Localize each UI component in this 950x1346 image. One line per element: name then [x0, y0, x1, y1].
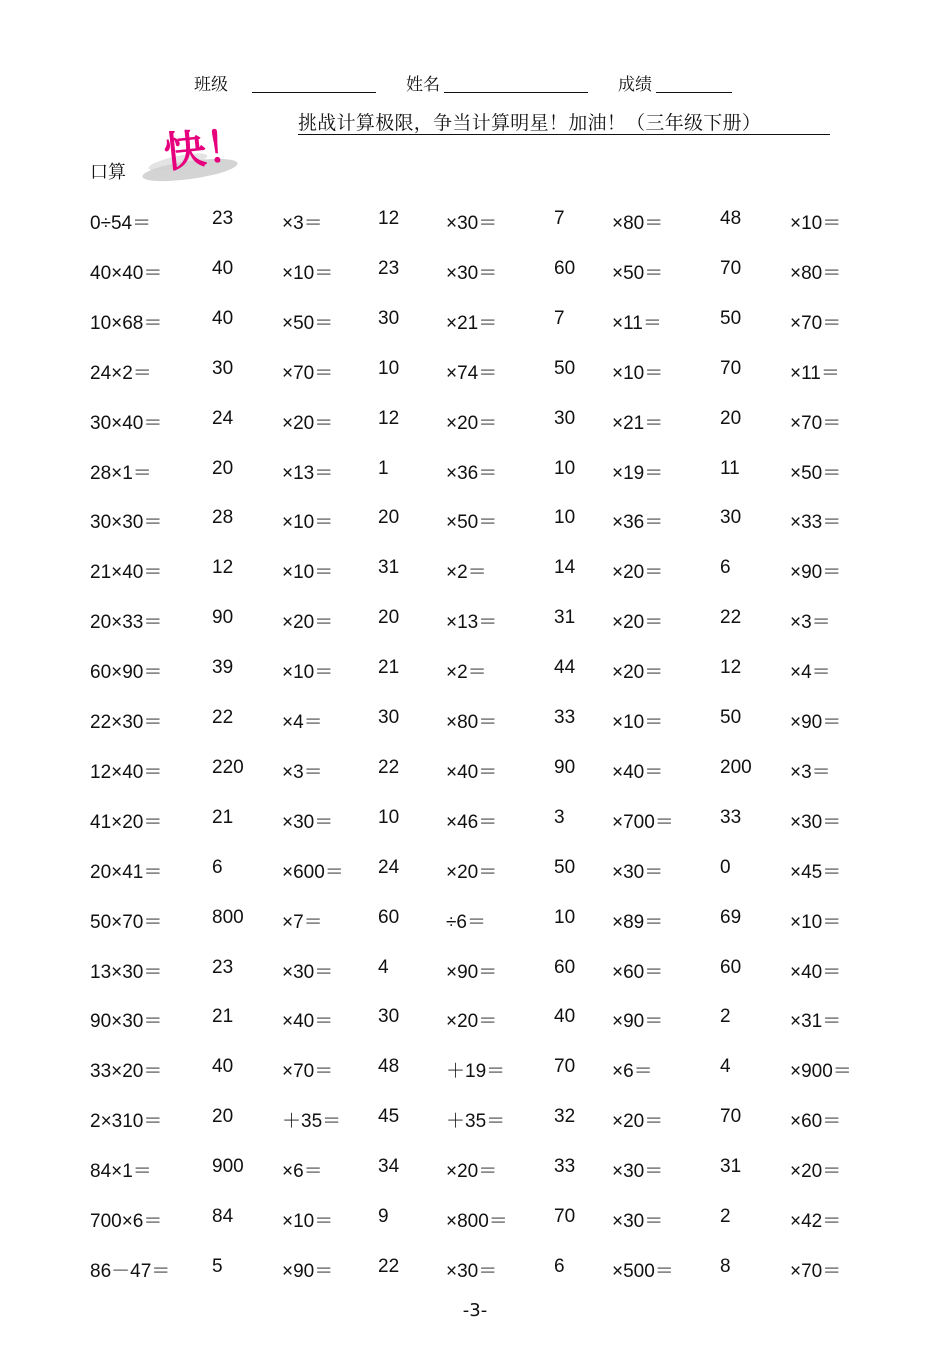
problem-number: 70 [720, 357, 742, 379]
problem-number: 14 [554, 557, 576, 579]
problem-expression: ×50＝ [790, 462, 842, 484]
problem-expression: 86－47＝ [90, 1260, 171, 1282]
problem-number: 12 [720, 657, 742, 679]
worksheet-title: 挑战计算极限，争当计算明星！加油！（三年级下册） [298, 108, 830, 135]
problem-number: 200 [720, 756, 752, 778]
problem-row [0, 1256, 950, 1288]
problem-number: 90 [212, 607, 234, 629]
problem-expression: ×10＝ [282, 1211, 334, 1232]
problem-number: 4 [720, 1056, 731, 1078]
problem-expression: ×19＝ [612, 462, 664, 484]
problem-expression: ×10＝ [282, 562, 334, 584]
problem-number: 70 [554, 1056, 576, 1078]
problem-expression: ×900＝ [790, 1061, 852, 1083]
problem-number: 4 [378, 956, 389, 978]
problem-expression: ×20＝ [446, 1011, 498, 1033]
problem-expression: ＋35＝ [282, 1111, 342, 1133]
problem-number: 11 [720, 457, 740, 479]
problem-expression: 0÷54＝ [90, 213, 152, 234]
problem-row [0, 757, 950, 789]
problem-number: 9 [378, 1206, 389, 1227]
problem-row [0, 657, 950, 689]
problem-expression: ×2＝ [446, 662, 487, 684]
problem-row [0, 458, 950, 490]
problem-expression: 40×40＝ [90, 262, 163, 284]
problem-expression: 33×20＝ [90, 1061, 163, 1083]
problem-number: 45 [378, 1106, 400, 1128]
problem-row [0, 607, 950, 639]
problem-expression: ×700＝ [612, 811, 674, 833]
problem-number: 10 [554, 457, 576, 479]
class-label: 班级 [194, 75, 228, 95]
problem-number: 0 [720, 856, 731, 878]
problem-row [0, 308, 950, 340]
problem-number: 50 [720, 707, 742, 728]
problem-expression: ×3＝ [790, 761, 831, 783]
problem-number: 30 [554, 407, 576, 429]
problem-expression: ×20＝ [446, 1161, 498, 1183]
problem-expression: ×30＝ [282, 811, 334, 833]
problem-number: 70 [720, 1106, 742, 1128]
problem-number: 20 [212, 1106, 234, 1128]
problem-number: 39 [212, 657, 234, 679]
problem-expression: ×50＝ [282, 312, 334, 334]
problem-number: 1 [378, 457, 389, 479]
page-number: -3- [462, 1300, 488, 1321]
problem-number: 23 [378, 257, 400, 279]
problem-expression: ×20＝ [446, 412, 498, 434]
problem-expression: ×89＝ [612, 911, 664, 933]
problem-row [0, 507, 950, 539]
problem-row [0, 258, 950, 290]
problem-number: 48 [720, 208, 742, 229]
problem-expression: ×10＝ [790, 911, 842, 933]
problem-expression: ×2＝ [446, 562, 487, 584]
problem-number: 31 [720, 1156, 742, 1178]
problem-expression: ×70＝ [790, 1260, 842, 1282]
problem-row [0, 358, 950, 390]
problem-expression: ×30＝ [282, 961, 334, 983]
problem-expression: ×42＝ [790, 1211, 842, 1232]
problem-number: 28 [212, 507, 234, 529]
problem-expression: ×600＝ [282, 861, 344, 883]
problem-number: 60 [720, 956, 742, 978]
problem-number: 90 [554, 756, 576, 778]
problem-expression: ×13＝ [446, 612, 498, 634]
problem-expression: ×3＝ [282, 213, 323, 234]
problem-expression: ×7＝ [282, 911, 323, 933]
problem-expression: ×70＝ [282, 362, 334, 384]
problem-expression: ×33＝ [790, 512, 842, 534]
problem-number: 6 [720, 557, 731, 579]
problem-number: 40 [212, 1056, 234, 1078]
problem-number: 60 [554, 956, 576, 978]
problem-expression: ×21＝ [446, 312, 498, 334]
problem-number: 24 [378, 856, 400, 878]
problem-expression: ×70＝ [790, 312, 842, 334]
problem-expression: ×31＝ [790, 1011, 842, 1033]
problem-expression: ×90＝ [790, 712, 842, 733]
problem-number: 70 [720, 257, 742, 279]
problem-number: 2 [720, 1006, 731, 1028]
problem-number: 50 [554, 856, 576, 878]
problem-number: 21 [212, 1006, 234, 1028]
problem-expression: ×36＝ [446, 462, 498, 484]
problem-number: 60 [554, 257, 576, 279]
problem-number: 7 [554, 307, 565, 329]
problem-expression: ×50＝ [446, 512, 498, 534]
problem-row [0, 1006, 950, 1038]
problem-number: 23 [212, 208, 234, 229]
problem-row [0, 208, 950, 240]
problem-number: 22 [720, 607, 742, 629]
problem-number: 12 [212, 557, 234, 579]
problem-expression: ×20＝ [612, 1111, 664, 1133]
problem-number: 30 [720, 507, 742, 529]
problem-expression: ＋35＝ [446, 1111, 506, 1133]
problem-expression: ×20＝ [612, 562, 664, 584]
problem-number: 800 [212, 906, 244, 928]
problem-number: 22 [378, 756, 400, 778]
problem-number: 33 [720, 806, 742, 828]
problem-row [0, 1056, 950, 1088]
score-label: 成绩 [618, 75, 652, 95]
problem-expression: ×800＝ [446, 1211, 508, 1232]
problem-expression: ×90＝ [446, 961, 498, 983]
problem-expression: 20×41＝ [90, 861, 163, 883]
problem-expression: 22×30＝ [90, 712, 163, 733]
problem-row [0, 1106, 950, 1138]
problem-expression: 30×40＝ [90, 412, 163, 434]
problem-number: 69 [720, 906, 742, 928]
problem-expression: ×40＝ [612, 761, 664, 783]
problem-expression: ×45＝ [790, 861, 842, 883]
problem-expression: 20×33＝ [90, 612, 163, 634]
problem-expression: ×11＝ [612, 312, 662, 334]
problem-number: 30 [378, 707, 400, 728]
problem-expression: ×30＝ [446, 213, 498, 234]
problem-expression: 10×68＝ [90, 312, 163, 334]
problem-number: 7 [554, 208, 565, 229]
problem-expression: ×20＝ [612, 662, 664, 684]
problem-number: 30 [378, 307, 400, 329]
problem-expression: ×30＝ [446, 262, 498, 284]
problem-number: 20 [378, 607, 400, 629]
problem-expression: 50×70＝ [90, 911, 163, 933]
problem-number: 40 [212, 307, 234, 329]
problem-expression: ×20＝ [282, 612, 334, 634]
problem-expression: ×13＝ [282, 462, 334, 484]
problem-number: 21 [378, 657, 400, 679]
problem-number: 6 [554, 1255, 565, 1277]
problem-expression: 41×20＝ [90, 811, 163, 833]
problem-expression: ×20＝ [790, 1161, 842, 1183]
problem-expression: ×90＝ [612, 1011, 664, 1033]
problem-expression: ×20＝ [282, 412, 334, 434]
problem-expression: ×40＝ [282, 1011, 334, 1033]
problem-expression: 12×40＝ [90, 761, 163, 783]
problem-number: 50 [720, 307, 742, 329]
problem-expression: 84×1＝ [90, 1161, 152, 1183]
problem-expression: ×90＝ [790, 562, 842, 584]
problem-expression: 13×30＝ [90, 961, 163, 983]
problem-expression: ×500＝ [612, 1260, 674, 1282]
problem-number: 8 [720, 1255, 731, 1277]
problem-number: 30 [212, 357, 234, 379]
problem-number: 12 [378, 407, 400, 429]
problem-number: 70 [554, 1206, 576, 1227]
problem-expression: ×80＝ [790, 262, 842, 284]
problem-expression: ×11＝ [790, 362, 840, 384]
problem-expression: ×10＝ [612, 362, 664, 384]
problem-number: 23 [212, 956, 234, 978]
problem-expression: ×70＝ [790, 412, 842, 434]
problem-number: 20 [720, 407, 742, 429]
problem-number: 30 [378, 1006, 400, 1028]
problem-expression: ×50＝ [612, 262, 664, 284]
problem-row [0, 408, 950, 440]
problem-expression: ×3＝ [790, 612, 831, 634]
problem-expression: ×80＝ [446, 712, 498, 733]
problem-number: 20 [212, 457, 234, 479]
problem-number: 6 [212, 856, 223, 878]
problem-number: 31 [554, 607, 576, 629]
problem-expression: ×40＝ [790, 961, 842, 983]
problem-expression: ×90＝ [282, 1260, 334, 1282]
problem-expression: 28×1＝ [90, 462, 152, 484]
problem-number: 22 [378, 1255, 400, 1277]
problem-number: 32 [554, 1106, 576, 1128]
problem-expression: 2×310＝ [90, 1111, 163, 1133]
problem-number: 12 [378, 208, 400, 229]
problem-expression: ×30＝ [612, 1161, 664, 1183]
problem-expression: ×10＝ [282, 512, 334, 534]
problem-expression: ×4＝ [282, 712, 323, 733]
problem-number: 2 [720, 1206, 731, 1227]
problem-number: 10 [378, 806, 400, 828]
problem-expression: 21×40＝ [90, 562, 163, 584]
problem-row [0, 1156, 950, 1188]
problem-row [0, 907, 950, 939]
problem-number: 220 [212, 756, 244, 778]
problem-number: 10 [378, 357, 400, 379]
problem-expression: ×74＝ [446, 362, 498, 384]
kuai-logo-text: 快！ [161, 119, 251, 178]
problem-expression: ×30＝ [446, 1260, 498, 1282]
problem-number: 34 [378, 1156, 400, 1178]
problem-number: 3 [554, 806, 565, 828]
problem-expression: ×30＝ [612, 1211, 664, 1232]
problem-number: 84 [212, 1206, 234, 1227]
problem-number: 50 [554, 357, 576, 379]
problem-expression: ×6＝ [282, 1161, 323, 1183]
problem-number: 33 [554, 1156, 576, 1178]
name-label: 姓名 [406, 75, 440, 95]
problem-expression: ×30＝ [790, 811, 842, 833]
problem-expression: ×20＝ [446, 861, 498, 883]
problem-expression: ×4＝ [790, 662, 831, 684]
problem-expression: ×10＝ [282, 662, 334, 684]
problem-expression: ×36＝ [612, 512, 664, 534]
problem-number: 21 [212, 806, 234, 828]
problem-row [0, 957, 950, 989]
problem-row [0, 807, 950, 839]
problem-row [0, 857, 950, 889]
problem-row [0, 707, 950, 739]
problem-expression: 90×30＝ [90, 1011, 163, 1033]
problem-number: 44 [554, 657, 576, 679]
problem-expression: ×10＝ [282, 262, 334, 284]
problem-number: 900 [212, 1156, 244, 1178]
problem-expression: ÷6＝ [446, 911, 486, 933]
problem-expression: ×46＝ [446, 811, 498, 833]
problem-row [0, 1206, 950, 1238]
problem-expression: ×60＝ [612, 961, 664, 983]
problem-number: 60 [378, 906, 400, 928]
problem-expression: ×3＝ [282, 761, 323, 783]
problem-number: 48 [378, 1056, 400, 1078]
problem-expression: ×10＝ [612, 712, 664, 733]
problem-expression: 30×30＝ [90, 512, 163, 534]
problem-row [0, 557, 950, 589]
problem-expression: ×10＝ [790, 213, 842, 234]
problem-expression: ×6＝ [612, 1061, 653, 1083]
problem-expression: ×60＝ [790, 1111, 842, 1133]
problem-expression: ×40＝ [446, 761, 498, 783]
problem-number: 33 [554, 707, 576, 728]
problem-number: 40 [554, 1006, 576, 1028]
problem-number: 5 [212, 1255, 223, 1277]
problem-expression: ×20＝ [612, 612, 664, 634]
problem-number: 10 [554, 906, 576, 928]
problem-expression: 700×6＝ [90, 1211, 163, 1232]
problem-expression: ×80＝ [612, 213, 664, 234]
problem-number: 22 [212, 707, 234, 728]
problem-expression: ×21＝ [612, 412, 664, 434]
problem-expression: ＋19＝ [446, 1061, 506, 1083]
problem-expression: 24×2＝ [90, 362, 152, 384]
problem-number: 10 [554, 507, 576, 529]
problem-expression: ×30＝ [612, 861, 664, 883]
problem-expression: 60×90＝ [90, 662, 163, 684]
problem-number: 40 [212, 257, 234, 279]
problem-expression: ×70＝ [282, 1061, 334, 1083]
problem-number: 24 [212, 407, 234, 429]
section-label: 口算 [90, 162, 126, 183]
problem-number: 31 [378, 557, 400, 579]
problem-number: 20 [378, 507, 400, 529]
